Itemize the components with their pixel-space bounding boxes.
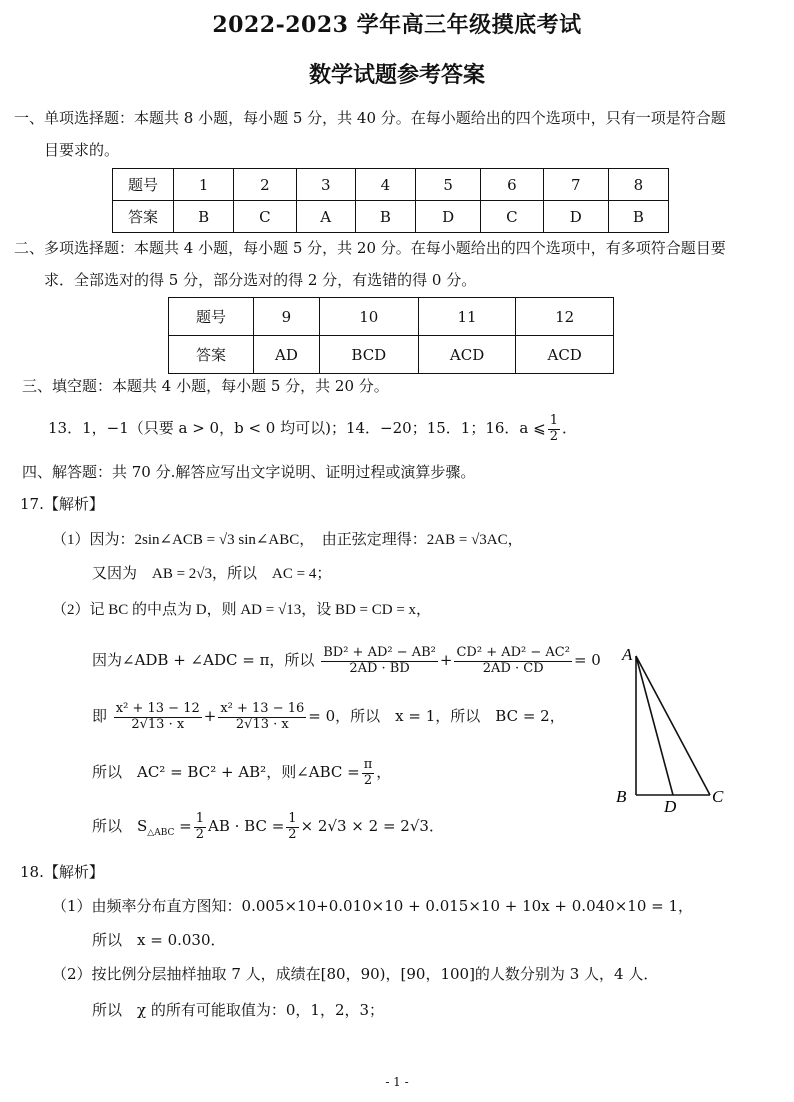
fraction: $\frac{\text{x² + 13 − 12}}{2√13 \cdot x}$ bbox=[115, 701, 200, 732]
question-number: 9 bbox=[254, 298, 320, 336]
q17-line2: 又因为 AB = 2√3，所以 AC = 4； bbox=[92, 566, 332, 582]
section1-intro-line1: 一、单项选择题：本题共 8 小题，每小题 5 分，共 40 分。在每小题给出的四个选项中，只有一项是符合题 bbox=[14, 109, 726, 127]
single-choice-answer-table bbox=[112, 168, 669, 233]
q17-line1: （1）因为：2sin∠ACB = √3 sin∠ABC， 由正弦定理得：2AB = √3AC， bbox=[52, 532, 523, 548]
q18-header: 18.【解析】 bbox=[20, 863, 104, 881]
answer-cell: ACD bbox=[516, 336, 614, 374]
answer-cell: D bbox=[543, 201, 608, 233]
section2-intro-line1: 二、多项选择题：本题共 4 小题，每小题 5 分，共 20 分。在每小题给出的四个选项中，有多项符合题目要 bbox=[14, 239, 726, 257]
fraction: $\frac{\text{CD² + AD² − AC²}}{2AD \cdot CD}$ bbox=[456, 645, 570, 676]
table-row-label: 答案 bbox=[113, 201, 174, 233]
question-number: 2 bbox=[234, 169, 296, 201]
question-number: 11 bbox=[418, 298, 516, 336]
section4-intro: 四、解答题：共 70 分.解答应写出文字说明、证明过程或演算步骤。 bbox=[22, 463, 476, 481]
label-b: B bbox=[616, 787, 627, 806]
fraction: $\frac{\pi}{2}$ bbox=[363, 757, 373, 788]
section2-intro-line2: 求．全部选对的得 5 分，部分选对的得 2 分，有选错的得 0 分。 bbox=[44, 271, 477, 289]
page-number: - 1 - bbox=[385, 1075, 409, 1089]
question-number: 4 bbox=[355, 169, 415, 201]
question-number: 7 bbox=[543, 169, 608, 201]
label-d: D bbox=[664, 797, 677, 815]
q17-line6: 所以 AC² = BC² + AB²，则∠ABC = $\frac{\pi}{2}$ ， bbox=[92, 757, 392, 788]
question-number: 1 bbox=[174, 169, 234, 201]
segment-ad bbox=[636, 656, 673, 795]
triangle-figure bbox=[606, 640, 736, 815]
q17-line3: （2）记 BC 的中点为 D，则 AD = √13，设 BD = CD = x， bbox=[52, 602, 432, 618]
q17-header: 17.【解析】 bbox=[20, 495, 104, 513]
answer-cell: C bbox=[234, 201, 296, 233]
q18-line4: 所以 χ 的所有可能取值为：0，1，2，3； bbox=[92, 1001, 385, 1019]
answer-cell: AD bbox=[254, 336, 320, 374]
answer-cell: ACD bbox=[418, 336, 516, 374]
page-subtitle: 数学试题参考答案 bbox=[308, 62, 485, 88]
question-number: 5 bbox=[416, 169, 481, 201]
segment-ac bbox=[636, 656, 710, 795]
question-number: 6 bbox=[481, 169, 543, 201]
section3-intro: 三、填空题：本题共 4 小题，每小题 5 分，共 20 分。 bbox=[22, 377, 389, 395]
q18-line2: 所以 x = 0.030． bbox=[92, 931, 226, 949]
fraction: $\frac{1}{2}$ bbox=[288, 811, 297, 842]
question-number: 12 bbox=[516, 298, 614, 336]
fill-in-answers: 13．1，−1（只要 a > 0，b < 0 均可以)；14．−20；15．1；16．a ⩽ $\frac{1}{2}$ ． bbox=[48, 413, 578, 444]
question-number: 10 bbox=[319, 298, 418, 336]
label-c: C bbox=[712, 787, 724, 806]
fill-in-answers-text: 13．1，−1（只要 a > 0，b < 0 均可以)；14．−20；15．1；16．a ⩽ bbox=[48, 419, 546, 437]
fraction: $\frac{1}{2}$ bbox=[195, 811, 204, 842]
answer-cell: B bbox=[355, 201, 415, 233]
answer-cell: D bbox=[416, 201, 481, 233]
answer-cell: C bbox=[481, 201, 543, 233]
page-title: 2022-2023 学年高三年级摸底考试 bbox=[212, 12, 582, 38]
question-number: 3 bbox=[296, 169, 355, 201]
q17-line7: 所以 $S_{\triangle ABC}$ = $\frac{1}{2}$ AB · BC = $\frac{1}{2}$ × 2√3 × 2 = 2√3． bbox=[92, 811, 444, 842]
answer-cell: BCD bbox=[319, 336, 418, 374]
answer-cell: A bbox=[296, 201, 355, 233]
q17-line5: 即 $\frac{\text{x² + 13 − 12}}{2√13 \cdot x}$ + $\frac{\text{x² + 13 − 16}}{2√13 \cdot x}$ = 0，所以 x = 1，所以 BC = 2， bbox=[92, 701, 565, 732]
q17-line4: 因为∠ADB + ∠ADC = π，所以 $\frac{\text{BD² + AD² − AB²}}{2AD \cdot BD}$ + $\frac{\text{CD² + AD² − AC²}}{2AD \cdot CD}$ = 0 bbox=[92, 645, 601, 676]
q18-line1: （1）由频率分布直方图知：0.005×10+0.010×10 + 0.015×10 + 10x + 0.040×10 = 1， bbox=[52, 897, 694, 915]
label-a: A bbox=[622, 645, 633, 664]
fraction: $\frac{\text{x² + 13 − 16}}{2√13 \cdot x}$ bbox=[220, 701, 305, 732]
answer-cell: B bbox=[174, 201, 234, 233]
multi-choice-answer-table bbox=[168, 297, 614, 374]
table-row-label: 题号 bbox=[169, 298, 254, 336]
fraction: $\frac{1}{2}$ bbox=[549, 413, 558, 444]
q18-line3: （2）按比例分层抽样抽取 7 人，成绩在[80，90)，[90，100]的人数分别为 3 人，4 人． bbox=[52, 965, 659, 983]
answer-cell: B bbox=[608, 201, 668, 233]
section1-intro-line2: 目要求的。 bbox=[44, 141, 120, 159]
table-row-label: 答案 bbox=[169, 336, 254, 374]
fraction: $\frac{\text{BD² + AD² − AB²}}{2AD \cdot BD}$ bbox=[323, 645, 436, 676]
question-number: 8 bbox=[608, 169, 668, 201]
table-row-label: 题号 bbox=[113, 169, 174, 201]
